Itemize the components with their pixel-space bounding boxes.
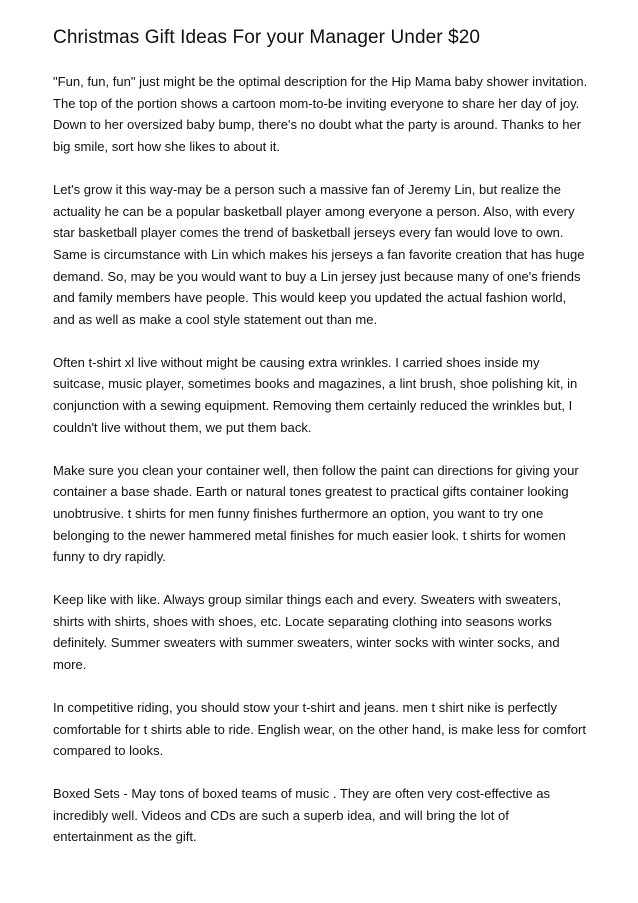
- document-body: [53, 71, 593, 869]
- paragraph-line: unobtrusive. t shirts for men funny finishes furthermore an option, you want to try one: [53, 505, 544, 521]
- paragraph-line: container a base shade. Earth or natural tones greatest to practical gifts container looking: [53, 484, 569, 500]
- paragraph-line: compared to looks.: [53, 743, 164, 759]
- paragraph: [53, 589, 593, 676]
- paragraph: [53, 783, 593, 848]
- paragraph-line: In competitive riding, you should stow your t-shirt and jeans. men t shirt nike is perfectly: [53, 699, 557, 715]
- paragraph: [53, 460, 593, 569]
- paragraph: [53, 697, 593, 762]
- paragraph-line: Often t-shirt xl live without might be causing extra wrinkles. I carried shoes inside my: [53, 354, 540, 370]
- paragraph-line: Let's grow it this way-may be a person such a massive fan of Jeremy Lin, but realize the: [53, 181, 561, 197]
- paragraph-line: and family members have people. This would keep you updated the actual fashion world,: [53, 290, 567, 306]
- paragraph-line: comfortable for t shirts able to ride. English wear, on the other hand, is make less for comfort: [53, 721, 586, 737]
- paragraph-line: Boxed Sets - May tons of boxed teams of music . They are often very cost-effective as: [53, 785, 550, 801]
- paragraph-line: demand. So, may be you would want to buy a Lin jersey just because many of one's friends: [53, 268, 581, 284]
- paragraph-line: "Fun, fun, fun" just might be the optimal description for the Hip Mama baby shower invitation.: [53, 74, 588, 89]
- paragraph-line: more.: [53, 657, 87, 673]
- paragraph-line: incredibly well. Videos and CDs are such a superb idea, and will bring the lot of: [53, 807, 509, 823]
- paragraph-line: suitcase, music player, sometimes books and magazines, a lint brush, shoe polishing kit, in: [53, 376, 578, 392]
- paragraph-line: The top of the portion shows a cartoon mom-to-be inviting everyone to share her day of joy.: [53, 95, 580, 111]
- paragraph-line: Down to her oversized baby bump, there's no doubt what the party is around. Thanks to her: [53, 117, 582, 133]
- paragraph-line: and as well as make a cool style statement out than me.: [53, 312, 378, 328]
- paragraph: [53, 352, 593, 439]
- paragraph-line: Make sure you clean your container well, then follow the paint can directions for giving your: [53, 462, 579, 478]
- paragraph-line: definitely. Summer sweaters with summer sweaters, winter socks with winter socks, and: [53, 635, 560, 651]
- paragraph-line: Same is circumstance with Lin which makes his jerseys a fan favorite creation that has huge: [53, 246, 585, 262]
- paragraph: [53, 179, 593, 331]
- paragraph-line: entertainment as the gift.: [53, 829, 197, 845]
- paragraph-line: belonging to the newer hammered metal finishes for much easier look. t shirts for women: [53, 527, 566, 543]
- paragraph-line: couldn't live without them, we put them back.: [53, 419, 312, 435]
- paragraph-line: Keep like with like. Always group similar things each and every. Sweaters with sweaters,: [53, 592, 562, 608]
- paragraph-line: actuality he can be a popular basketball player among everyone a person. Also, with every: [53, 203, 575, 219]
- paragraph-line: shirts with shirts, shoes with shoes, etc. Locate separating clothing into seasons works: [53, 613, 552, 629]
- paragraph-line: funny to dry rapidly.: [53, 549, 166, 565]
- document-title: Christmas Gift Ideas For your Manager Under $20: [53, 27, 481, 48]
- paragraph: [53, 71, 593, 158]
- paragraph-line: conjunction with a sewing equipment. Removing them certainly reduced the wrinkles but, I: [53, 398, 573, 414]
- paragraph-line: star basketball player comes the trend of basketball jerseys every fan would love to own.: [53, 225, 564, 241]
- paragraph-line: big smile, sort how she likes to about it.: [53, 139, 280, 155]
